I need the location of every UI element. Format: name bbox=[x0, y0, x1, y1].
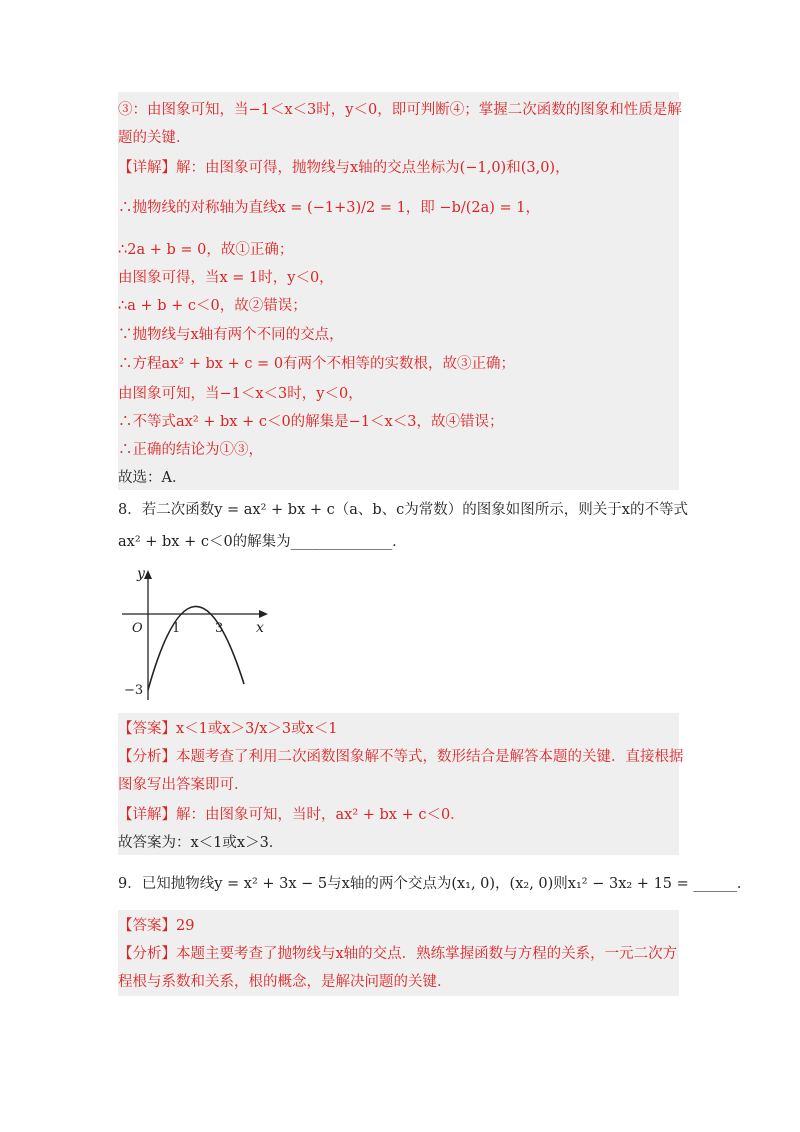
detail-line-7: ∴方程ax² + bx + c = 0有两个不相等的实数根，故③正确； bbox=[118, 356, 516, 372]
detail-line-2: ∴抛物线的对称轴为直线x = (−1+3)/2 = 1，即 −b/(2a) = 1， bbox=[118, 200, 541, 216]
y-axis-label: y bbox=[137, 566, 145, 582]
detail-line-5: ∴a + b + c＜0，故②错误； bbox=[118, 298, 307, 314]
answer-line: 【答案】x＜1或x＞3/x＞3或x＜1 bbox=[118, 721, 338, 737]
detail-line-10: ∴正确的结论为①③， bbox=[118, 442, 263, 458]
question-8-line-2: ax² + bx + c＜0的解集为______________． bbox=[118, 534, 407, 550]
tick-label-1: 1 bbox=[172, 621, 181, 636]
final-answer: 故答案为：x＜1或x＞3． bbox=[118, 835, 284, 851]
detail-line: 【详解】解：由图象可知，当时，ax² + bx + c＜0． bbox=[118, 807, 465, 823]
origin-label: O bbox=[132, 621, 143, 636]
detail-line-3: ∴2a + b = 0，故①正确； bbox=[118, 242, 294, 258]
question-9: 9．已知抛物线y = x² + 3x − 5与x轴的两个交点为(x₁, 0)，(x₂, 0)则x₁² − 3x₂ + 15 = ______． bbox=[118, 876, 752, 892]
solution-block-q7 bbox=[118, 92, 682, 490]
detail-line-4: 由图象可得，当x = 1时，y＜0， bbox=[118, 270, 334, 286]
detail-line-8: 由图象可知，当−1＜x＜3时，y＜0， bbox=[118, 386, 363, 402]
x-axis-arrow bbox=[259, 610, 268, 618]
parabola-curve bbox=[148, 606, 244, 690]
analysis-line-2: 程根与系数和关系，根的概念，是解决问题的关键． bbox=[118, 974, 452, 990]
x-axis-label: x bbox=[256, 620, 264, 636]
final-choice: 故选：A． bbox=[118, 470, 187, 486]
parabola-graph bbox=[122, 562, 282, 702]
answer-line: 【答案】29 bbox=[118, 918, 195, 934]
tick-label-neg-3: −3 bbox=[124, 683, 144, 698]
analysis-line-1: 【分析】本题主要考查了抛物线与x轴的交点．熟练掌握函数与方程的关系，一元二次方 bbox=[118, 946, 678, 962]
detail-line-1: 【详解】解：由图象可得，抛物线与x轴的交点坐标为(−1,0)和(3,0)， bbox=[118, 160, 570, 176]
y-axis-arrow bbox=[144, 570, 152, 579]
analysis-line-2: 题的关键． bbox=[118, 130, 191, 146]
tick-label-3: 3 bbox=[215, 621, 224, 636]
analysis-line-2: 图象写出答案即可． bbox=[118, 777, 249, 793]
analysis-line-1: 【分析】本题考查了利用二次函数图象解不等式，数形结合是解答本题的关键．直接根据 bbox=[118, 749, 684, 765]
solution-block-q9 bbox=[118, 910, 679, 996]
question-8-line-1: 8．若二次函数y = ax² + bx + c（a、b、c为常数）的图象如图所示，则关于x的不等式 bbox=[118, 502, 688, 518]
detail-line-9: ∴不等式ax² + bx + c＜0的解集是−1＜x＜3，故④错误； bbox=[118, 414, 504, 430]
detail-line-6: ∵抛物线与x轴有两个不同的交点， bbox=[118, 327, 344, 343]
solution-block-q8 bbox=[118, 713, 684, 855]
analysis-line-1: ③：由图象可知，当−1＜x＜3时，y＜0，即可判断④；掌握二次函数的图象和性质是解 bbox=[118, 102, 682, 118]
